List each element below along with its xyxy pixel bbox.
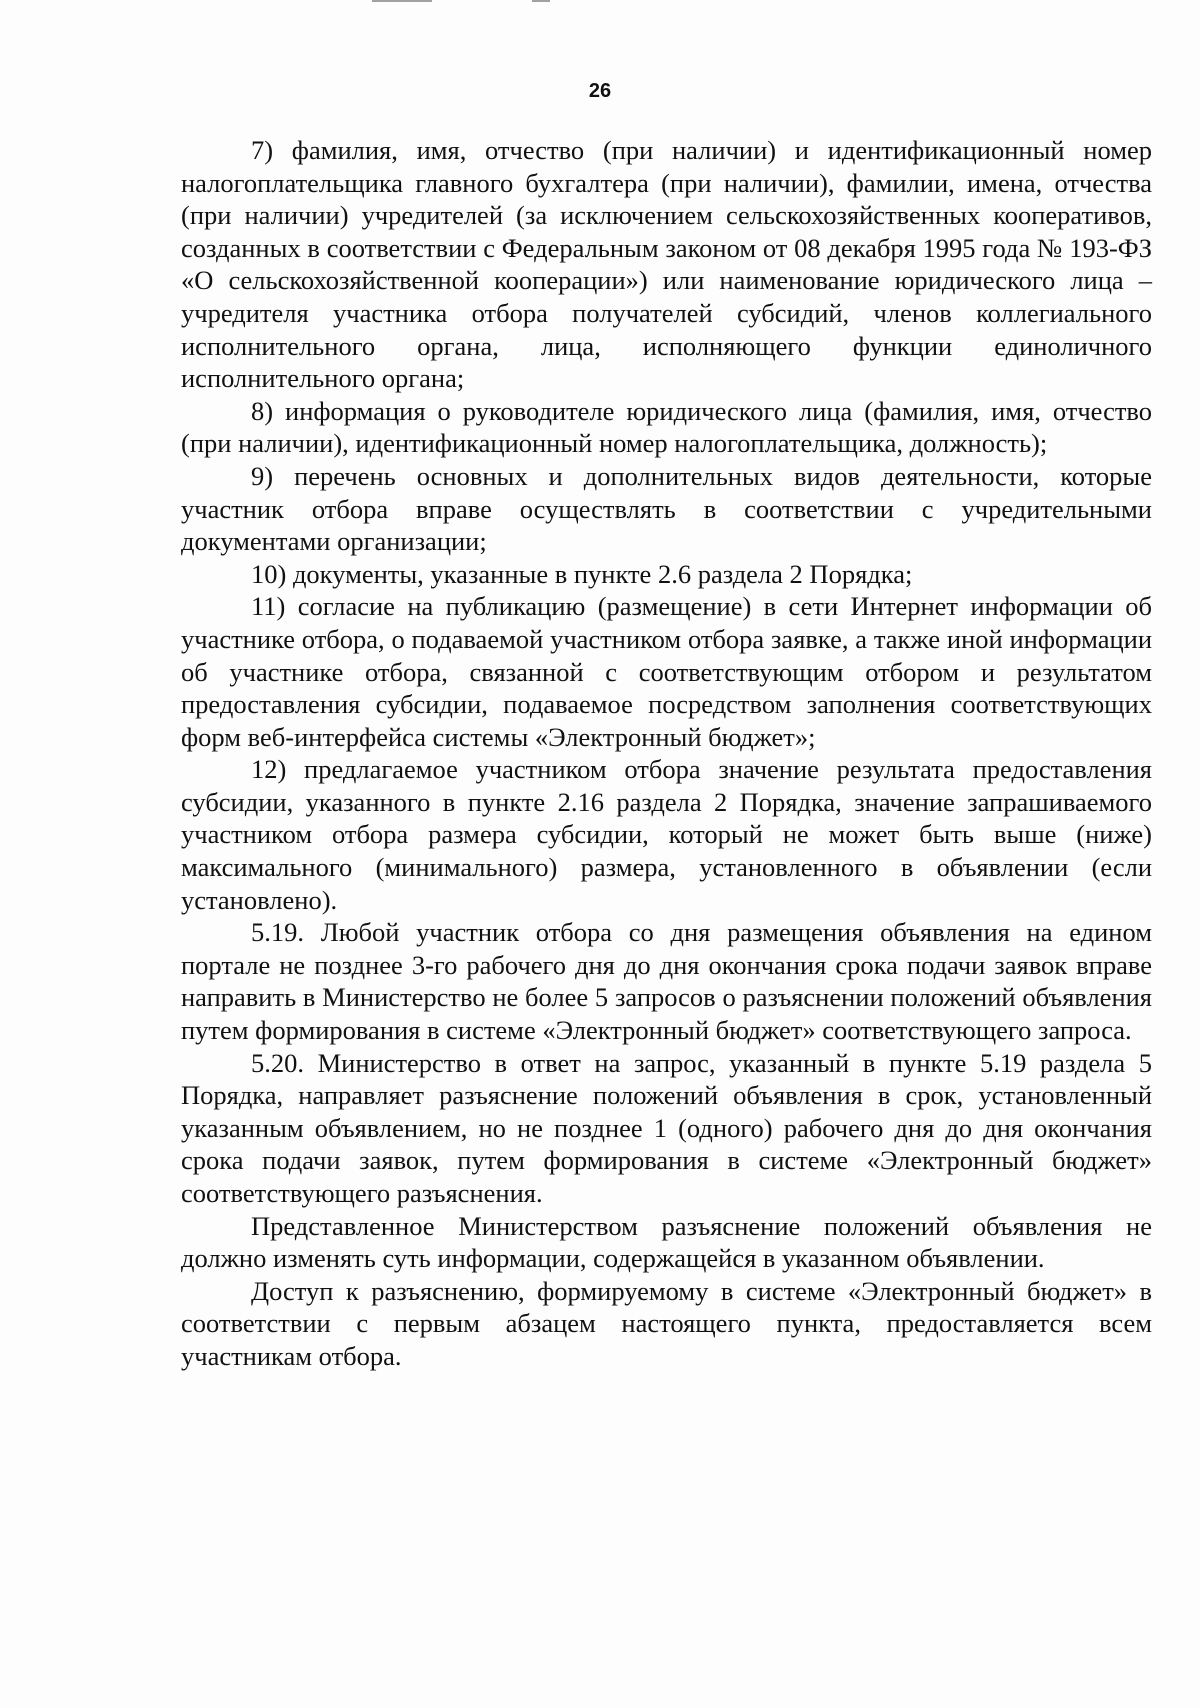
paragraph-clarification-access: Доступ к разъяснению, формируемому в системе «Электронный бюджет» в соответствии с первым абзацем настоящего пункта, предоставляется всем участникам отбора. (181, 1275, 1152, 1371)
scan-artifact (532, 0, 550, 2)
paragraph-item-10: 10) документы, указанные в пункте 2.6 раздела 2 Порядка; (251, 558, 913, 589)
paragraph-clause-5-19: 5.19. Любой участник отбора со дня размещения объявления на едином портале не позднее 3-го рабочего дня до дня окончания срока подачи заявок вправе направить в Министерство не более 5 запросов о разъяснении положений объявления путем формирования в системе «Электронный бюджет» соответствующего запроса. (181, 917, 1152, 1046)
page-number: 26 (588, 80, 612, 102)
paragraph-item-8: 8) информация о руководителе юридического лица (фамилия, имя, отчество (при наличии), идентификационный номер налогоплательщика, должность); (181, 395, 1152, 459)
document-body (181, 134, 1152, 1373)
paragraph-item-12: 12) предлагаемое участником отбора значение результата предоставления субсидии, указанного в пункте 2.16 раздела 2 Порядка, значение запрашиваемого участником отбора размера субсидии, который не может быть выше (ниже) максимального (минимального) размера, установленного в объявлении (если установлено). (181, 754, 1152, 915)
paragraph-item-9: 9) перечень основных и дополнительных видов деятельности, которые участник отбора вправе осуществлять в соответствии с учредительными документами организации; (181, 460, 1152, 557)
paragraph-item-11: 11) согласие на публикацию (размещение) в сети Интернет информации об участнике отбора, о подаваемой участником отбора заявке, а также иной информации об участнике отбора, связанной с соответствующим отбором и результатом предоставления субсидии, подаваемое посредством заполнения соответствующих форм веб-интерфейса системы «Электронный бюджет»; (181, 591, 1152, 752)
paragraph-item-7: 7) фамилия, имя, отчество (при наличии) и идентификационный номер налогоплательщика главного бухгалтера (при наличии), фамилии, имена, отчества (при наличии) учредителей (за исключением сельскохозяйственных кооперативов, созданных в соответствии с Федеральным законом от 08 декабря 1995 года № 193-ФЗ «О сельскохозяйственной кооперации») или наименование юридического лица – учредителя участника отбора получателей субсидий, членов коллегиального исполнительного органа, лица, исполняющего функции единоличного исполнительного органа; (181, 135, 1152, 394)
paragraph-clarification-content: Представленное Министерством разъяснение положений объявления не должно изменять суть информации, содержащейся в указанном объявлении. (181, 1210, 1152, 1274)
paragraph-clause-5-20: 5.20. Министерство в ответ на запрос, указанный в пункте 5.19 раздела 5 Порядка, направляет разъяснение положений объявления в срок, установленный указанным объявлением, но не позднее 1 (одного) рабочего дня до дня окончания срока подачи заявок, путем формирования в системе «Электронный бюджет» соответствующего разъяснения. (181, 1047, 1152, 1208)
scan-artifact (372, 0, 432, 2)
